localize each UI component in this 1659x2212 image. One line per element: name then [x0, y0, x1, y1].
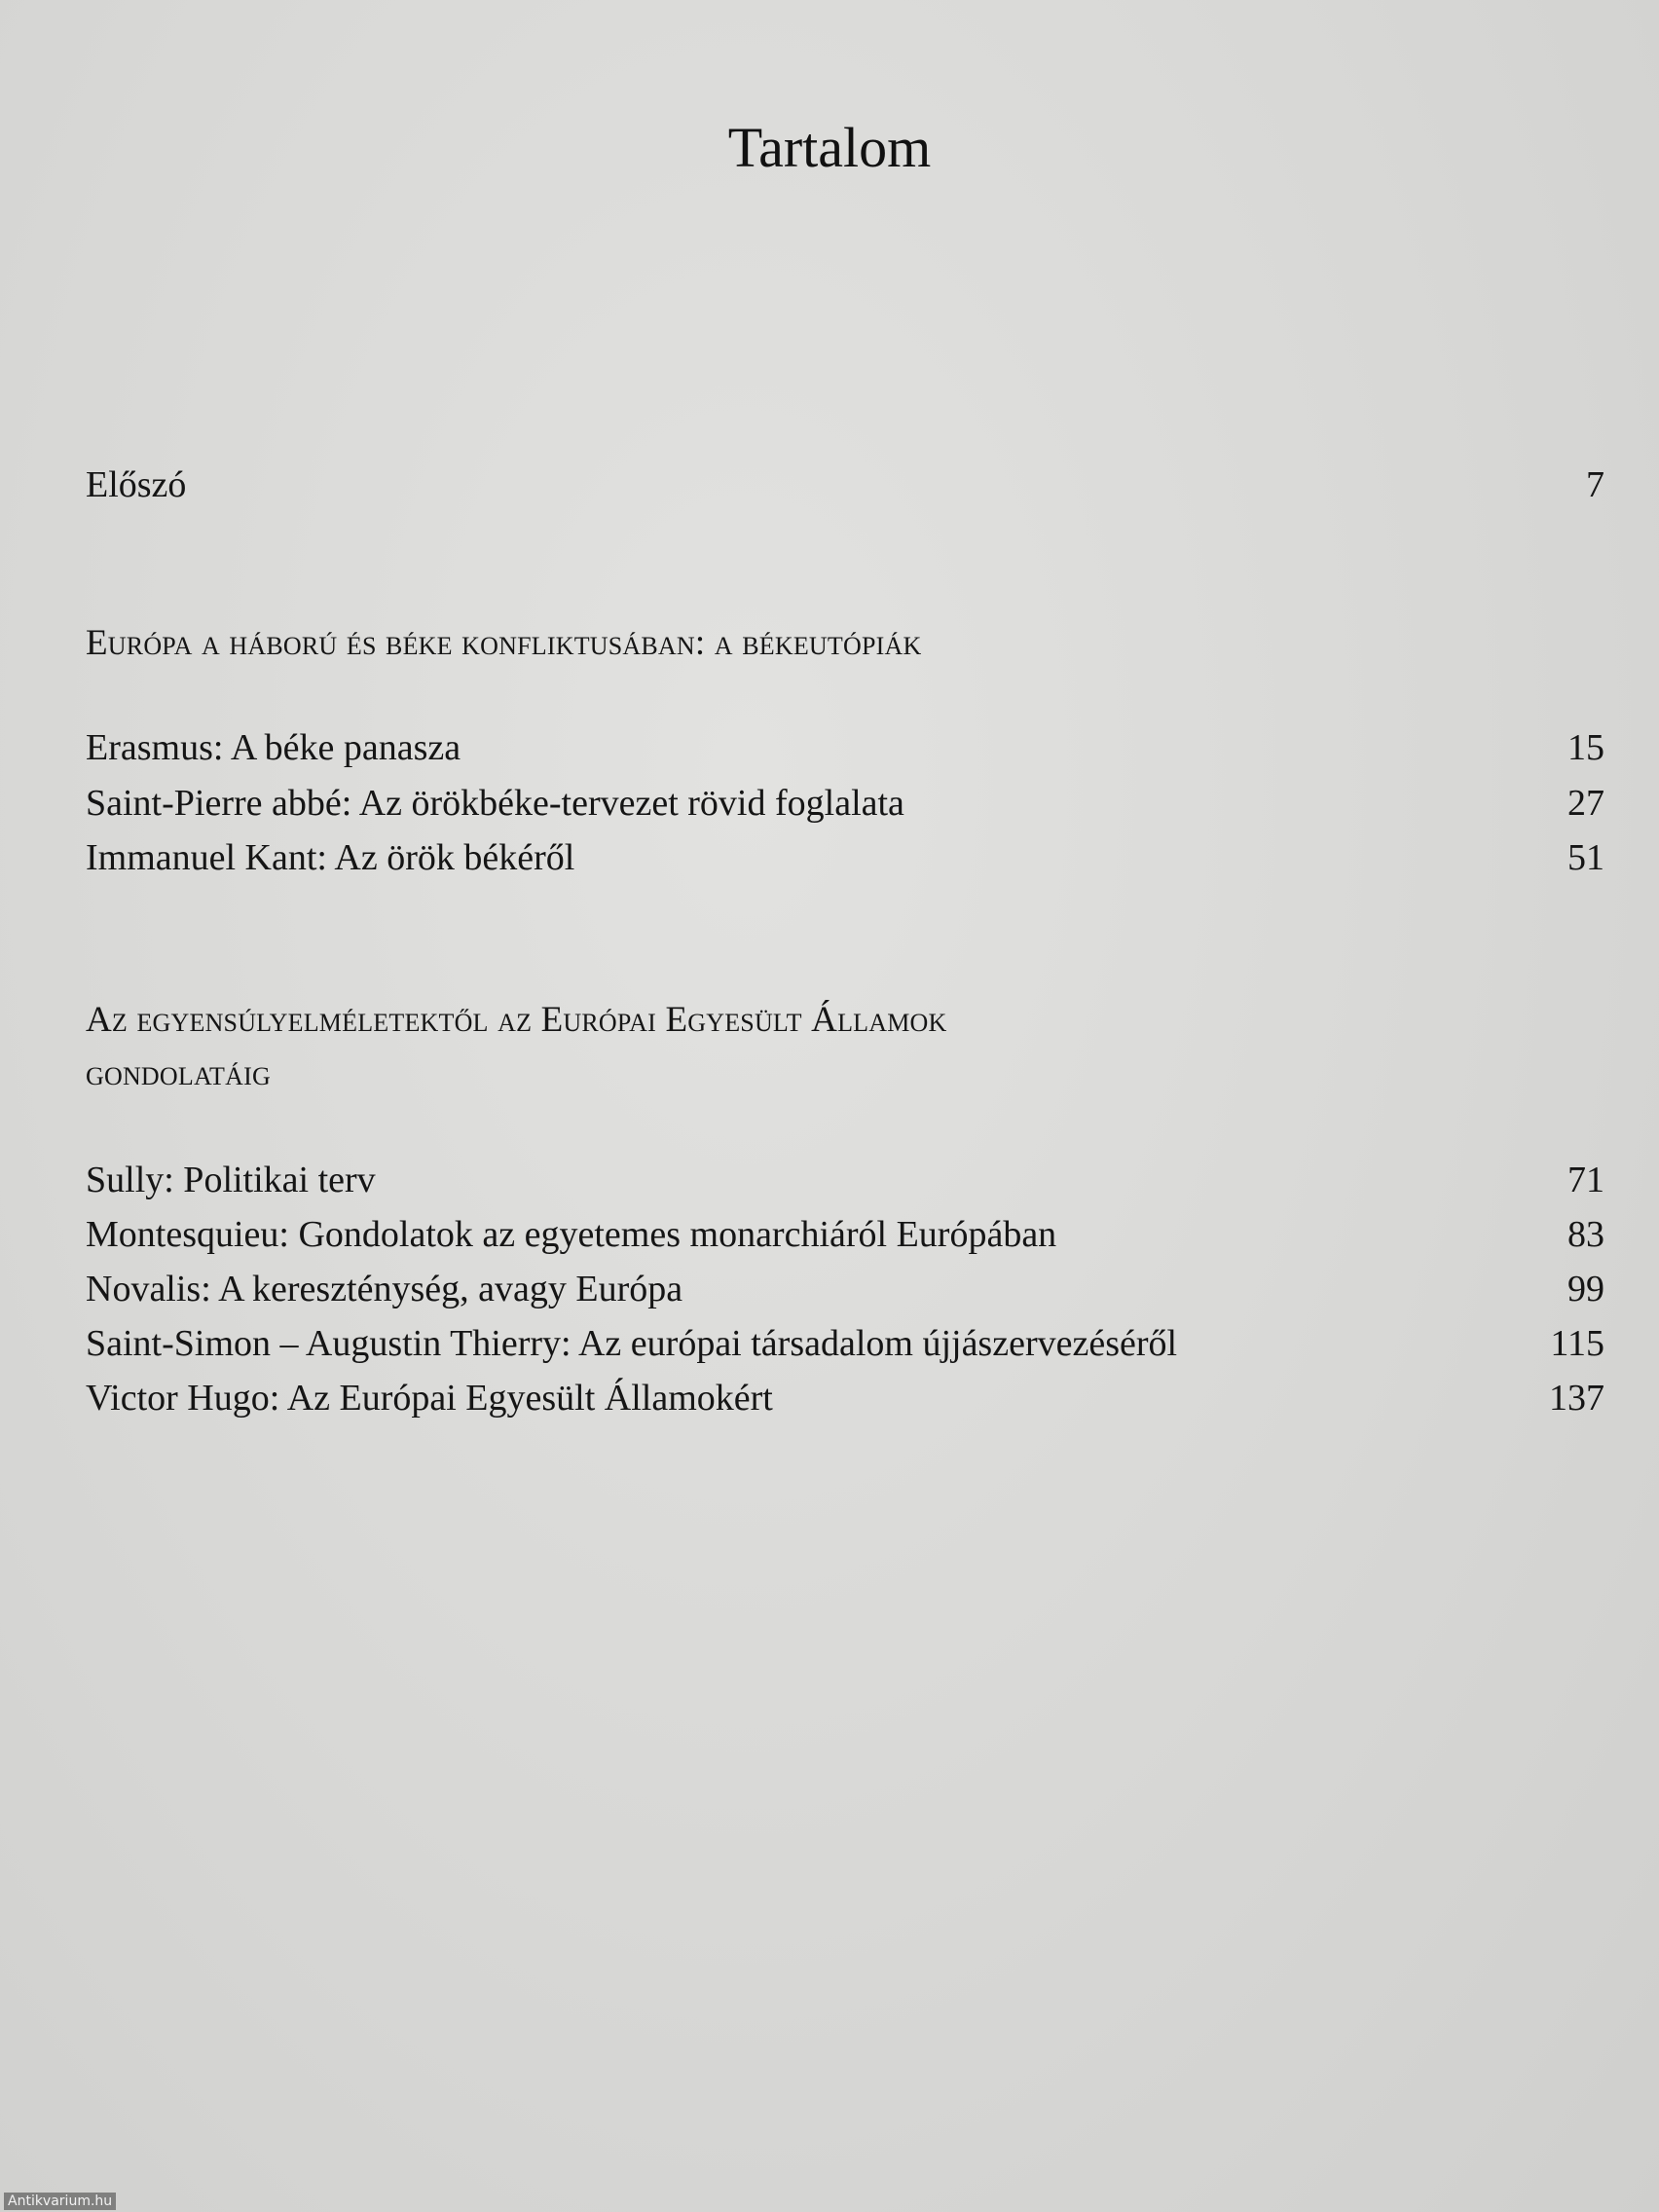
toc-entry-label: Előszó [86, 464, 187, 505]
toc-entry-page: 15 [1567, 727, 1604, 768]
page-title: Tartalom [727, 116, 932, 179]
toc-entry-label: Erasmus: A béke panasza [86, 727, 461, 768]
section-heading-2-line-1: Az egyensúlyelméletektől az Európai Egyesült Államok [86, 1000, 947, 1040]
toc-entry[interactable] [86, 1319, 1604, 1368]
toc-entry-page: 99 [1567, 1269, 1604, 1309]
section-heading-1: Európa a háború és béke konfliktusában: a békeutópiák [86, 623, 922, 663]
toc-entry[interactable] [86, 1374, 1604, 1422]
toc-entry[interactable] [86, 1265, 1604, 1313]
toc-entry-page: 27 [1567, 783, 1604, 824]
toc-entry-page: 7 [1586, 464, 1604, 505]
toc-entry-page: 137 [1549, 1378, 1604, 1419]
toc-entry-label: Victor Hugo: Az Európai Egyesült Államokért [86, 1378, 773, 1419]
toc-entry-page: 51 [1567, 837, 1604, 878]
watermark: Antikvarium.hu [4, 2193, 116, 2210]
toc-entry-label: Saint-Simon – Augustin Thierry: Az európai társadalom újjászervezéséről [86, 1323, 1178, 1364]
toc-entry-label: Immanuel Kant: Az örök békéről [86, 837, 575, 878]
toc-entry-label: Saint-Pierre abbé: Az örökbéke-tervezet rövid foglalata [86, 783, 904, 824]
toc-entry[interactable] [86, 779, 1604, 828]
toc-entry-preface[interactable] [86, 461, 1604, 509]
toc-entry[interactable] [86, 1156, 1604, 1204]
toc-entry-label: Sully: Politikai terv [86, 1160, 376, 1200]
toc-entry[interactable] [86, 723, 1604, 772]
toc-entry-page: 71 [1567, 1160, 1604, 1200]
toc-entry-label: Novalis: A kereszténység, avagy Európa [86, 1269, 683, 1309]
toc-entry-page: 83 [1567, 1214, 1604, 1255]
section-heading-2-line-2: gondolatáig [86, 1053, 271, 1093]
toc-entry-page: 115 [1550, 1323, 1604, 1364]
toc-entry[interactable] [86, 1210, 1604, 1259]
toc-entry[interactable] [86, 833, 1604, 882]
toc-entry-label: Montesquieu: Gondolatok az egyetemes monarchiáról Európában [86, 1214, 1057, 1255]
